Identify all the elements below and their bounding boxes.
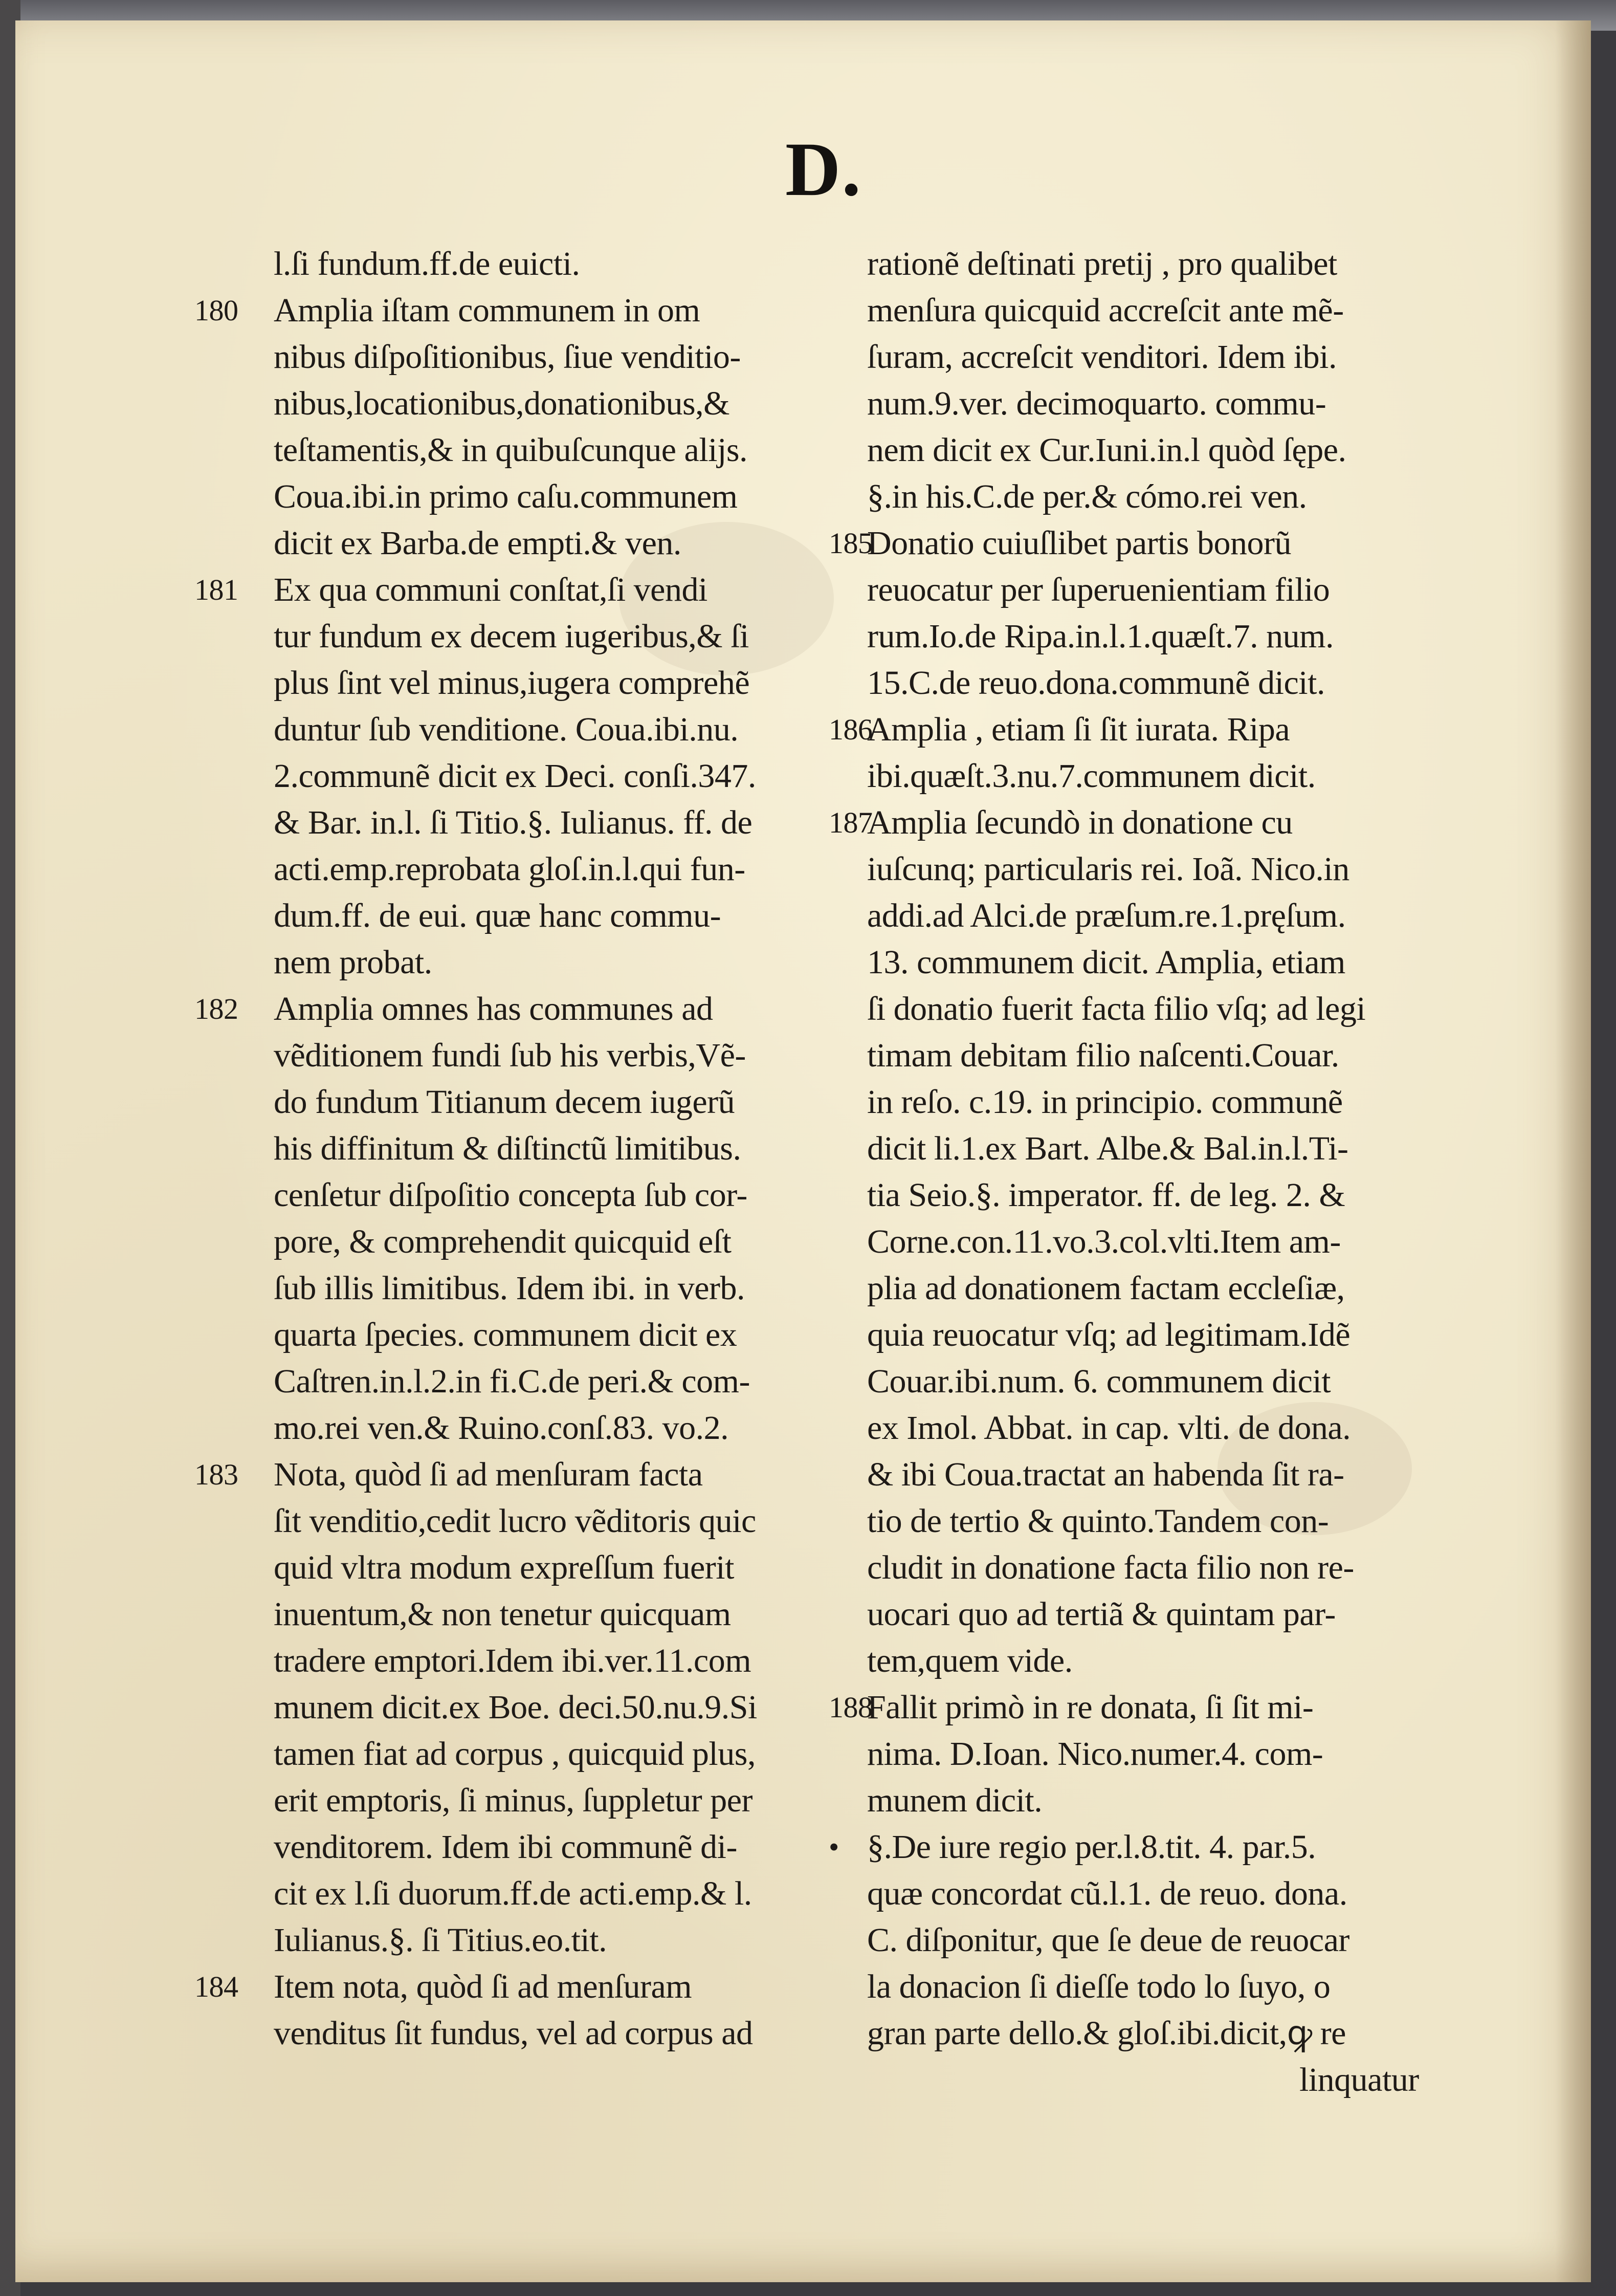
line-text: 2.communẽ dicit ex Deci. conſi.347.	[274, 757, 756, 795]
line-text: Amplia , etiam ſi ſit iurata. Ripa	[867, 711, 1290, 748]
text-line	[194, 706, 834, 753]
text-line	[849, 892, 1443, 939]
line-text: quid vltra modum expreſſum fuerit	[274, 1549, 734, 1586]
text-line	[194, 1451, 834, 1498]
line-text: Ex qua communi conſtat,ſi vendi	[274, 571, 707, 608]
line-text: 13. communem dicit. Amplia, etiam	[867, 944, 1345, 981]
text-line	[849, 1498, 1443, 1544]
line-text: munem dicit.ex Boe. deci.50.nu.9.Si	[274, 1689, 757, 1726]
line-text: in reſo. c.19. in principio. communẽ	[867, 1083, 1343, 1121]
text-line	[194, 1731, 834, 1777]
text-line	[194, 566, 834, 613]
line-text: ex Imol. Abbat. in cap. vlti. de dona.	[867, 1409, 1351, 1447]
text-line	[849, 1358, 1443, 1405]
text-line	[194, 660, 834, 706]
text-line	[849, 613, 1443, 660]
line-text: Item nota, quòd ſi ad menſuram	[274, 1968, 692, 2005]
line-text: nima. D.Ioan. Nico.numer.4. com-	[867, 1735, 1323, 1773]
text-line	[849, 566, 1443, 613]
text-line	[194, 799, 834, 846]
line-text: erit emptoris, ſi minus, ſuppletur per	[274, 1782, 753, 1819]
line-text: linquatur	[1299, 2061, 1419, 2098]
line-text: nem dicit ex Cur.Iuni.in.l quòd ſępe.	[867, 431, 1346, 469]
line-text: ſit venditio,cedit lucro vẽditoris quic	[274, 1502, 756, 1540]
paragraph-number: 186	[829, 713, 873, 746]
line-text: dicit ex Barba.de empti.& ven.	[274, 524, 681, 562]
line-text: dum.ff. de eui. quæ hanc commu-	[274, 897, 721, 934]
text-line	[849, 2057, 1443, 2103]
line-text: tem,quem vide.	[867, 1642, 1073, 1679]
text-line	[194, 334, 834, 380]
line-text: vẽditionem fundi ſub his verbis,Vẽ-	[274, 1037, 746, 1074]
line-text: cenſetur diſpoſitio concepta ſub cor-	[274, 1176, 747, 1214]
text-line	[194, 846, 834, 892]
text-line	[194, 1917, 834, 1963]
line-text: do fundum Titianum decem iugerũ	[274, 1083, 735, 1121]
text-line	[194, 2010, 834, 2057]
line-text: 15.C.de reuo.dona.communẽ dicit.	[867, 664, 1325, 702]
line-text: Nota, quòd ſi ad menſuram facta	[274, 1456, 703, 1493]
line-text: & ibi Coua.tractat an habenda ſit ra-	[867, 1456, 1344, 1493]
text-line	[194, 1777, 834, 1824]
line-text: tradere emptori.Idem ibi.ver.11.com	[274, 1642, 751, 1679]
line-text: §.in his.C.de per.& cómo.rei ven.	[867, 478, 1307, 515]
text-line	[849, 1311, 1443, 1358]
text-line	[194, 473, 834, 520]
signature-letter: D.	[785, 127, 862, 212]
line-text: gran parte dello.& gloſ.ibi.dicit,ꝙ re	[867, 2015, 1346, 2052]
line-text: quæ concordat cũ.l.1. de reuo. dona.	[867, 1875, 1347, 1912]
line-text: l.ſi fundum.ff.de euicti.	[274, 245, 580, 282]
line-text: quarta ſpecies. communem dicit ex	[274, 1316, 737, 1353]
line-text: Corne.con.11.vo.3.col.vlti.Item am-	[867, 1223, 1341, 1260]
text-line	[849, 1544, 1443, 1591]
text-line	[829, 799, 1443, 846]
text-line	[849, 1917, 1443, 1963]
line-text: ſuram, accreſcit venditori. Idem ibi.	[867, 338, 1337, 376]
text-line	[849, 380, 1443, 427]
line-text: acti.emp.reprobata gloſ.in.l.qui fun-	[274, 850, 745, 888]
text-line	[849, 1125, 1443, 1172]
line-text: Fallit primò in re donata, ſi ſit mi-	[867, 1689, 1314, 1726]
text-line	[849, 1870, 1443, 1917]
text-line	[194, 1963, 834, 2010]
text-line	[194, 287, 834, 334]
text-line	[849, 1637, 1443, 1684]
line-text: nibus,locationibus,donationibus,&	[274, 385, 729, 422]
text-line	[194, 1218, 834, 1265]
paragraph-number: 181	[194, 573, 238, 606]
text-line	[849, 334, 1443, 380]
text-line	[194, 1870, 834, 1917]
text-line	[194, 1498, 834, 1544]
line-text: venditorem. Idem ibi communẽ di-	[274, 1828, 737, 1866]
paragraph-number: 185	[829, 527, 873, 560]
text-line	[849, 753, 1443, 799]
text-line	[849, 939, 1443, 986]
paragraph-number: 183	[194, 1458, 238, 1491]
line-text: dicit li.1.ex Bart. Albe.& Bal.in.l.Ti-	[867, 1130, 1348, 1167]
line-text: Amplia iſtam communem in om	[274, 292, 700, 329]
text-line	[849, 660, 1443, 706]
line-text: Donatio cuiuſlibet partis bonorũ	[867, 524, 1292, 562]
text-line	[194, 613, 834, 660]
line-text: plia ad donationem factam eccleſiæ,	[867, 1270, 1345, 1307]
line-text: rum.Io.de Ripa.in.l.1.quæſt.7. num.	[867, 618, 1334, 655]
line-text: his diffinitum & diſtinctũ limitibus.	[274, 1130, 741, 1167]
text-line	[194, 939, 834, 986]
text-line	[849, 846, 1443, 892]
text-line	[849, 1405, 1443, 1451]
line-text: tamen fiat ad corpus , quicquid plus,	[274, 1735, 756, 1773]
text-line	[194, 1637, 834, 1684]
line-text: & Bar. in.l. ſi Titio.§. Iulianus. ff. de	[274, 804, 752, 841]
paragraph-number: 184	[194, 1970, 238, 2003]
text-line	[849, 986, 1443, 1032]
line-text: venditus ſit fundus, vel ad corpus ad	[274, 2015, 753, 2052]
text-line	[194, 520, 834, 566]
line-text: Coua.ibi.in primo caſu.communem	[274, 478, 738, 515]
paragraph-number: 180	[194, 294, 238, 327]
line-text: C. diſponitur, que ſe deue de reuocar	[867, 1921, 1349, 1959]
line-text: duntur ſub venditione. Coua.ibi.nu.	[274, 711, 739, 748]
text-line	[194, 753, 834, 799]
text-line	[849, 1591, 1443, 1637]
line-text: ſub illis limitibus. Idem ibi. in verb.	[274, 1270, 745, 1307]
line-text: mo.rei ven.& Ruino.conſ.83. vo.2.	[274, 1409, 729, 1447]
text-line	[194, 1311, 834, 1358]
line-text: nibus diſpoſitionibus, ſiue venditio-	[274, 338, 741, 376]
text-line	[194, 380, 834, 427]
text-line	[829, 1824, 1443, 1870]
text-line	[849, 473, 1443, 520]
line-text: Iulianus.§. ſi Titius.eo.tit.	[274, 1921, 607, 1959]
line-text: uocari quo ad tertiã & quintam par-	[867, 1595, 1336, 1633]
text-line	[194, 1684, 834, 1731]
text-line	[849, 1777, 1443, 1824]
text-line	[849, 1172, 1443, 1218]
line-text: cludit in donatione facta filio non re-	[867, 1549, 1354, 1586]
line-text: nem probat.	[274, 944, 432, 981]
line-text: ſi donatio fuerit facta filio vſq; ad legi	[867, 990, 1366, 1027]
text-line	[194, 1172, 834, 1218]
line-text: §.De iure regio per.l.8.tit. 4. par.5.	[867, 1828, 1316, 1866]
text-line	[829, 706, 1443, 753]
line-text: la donacion ſi dieſſe todo lo ſuyo, o	[867, 1968, 1331, 2005]
line-text: inuentum,& non tenetur quicquam	[274, 1595, 731, 1633]
line-text: Couar.ibi.num. 6. communem dicit	[867, 1363, 1331, 1400]
text-line	[849, 1731, 1443, 1777]
line-text: Amplia omnes has communes ad	[274, 990, 713, 1027]
page-shadow	[1555, 20, 1591, 2282]
left-column	[194, 240, 834, 2057]
line-text: iuſcunq; particularis rei. Ioã. Nico.in	[867, 850, 1349, 888]
line-text: Caſtren.in.l.2.in fi.C.de peri.& com-	[274, 1363, 750, 1400]
text-line	[194, 1358, 834, 1405]
text-line	[849, 1451, 1443, 1498]
text-line	[829, 520, 1443, 566]
text-line	[849, 2010, 1443, 2057]
line-text: munem dicit.	[867, 1782, 1043, 1819]
text-line	[849, 1265, 1443, 1311]
text-line	[194, 1405, 834, 1451]
text-line	[194, 1125, 834, 1172]
text-line	[194, 240, 834, 287]
line-text: tur fundum ex decem iugeribus,& ſi	[274, 618, 749, 655]
text-line	[194, 427, 834, 473]
text-line	[829, 1684, 1443, 1731]
line-text: cit ex l.ſi duorum.ff.de acti.emp.& l.	[274, 1875, 752, 1912]
right-column	[829, 240, 1443, 2103]
text-line	[194, 1591, 834, 1637]
line-text: ibi.quæſt.3.nu.7.communem dicit.	[867, 757, 1316, 795]
text-line	[849, 1032, 1443, 1079]
paragraph-number: 187	[829, 806, 873, 839]
text-line	[194, 1265, 834, 1311]
text-line	[194, 1544, 834, 1591]
line-text: Amplia ſecundò in donatione cu	[867, 804, 1293, 841]
text-line	[849, 1963, 1443, 2010]
bullet-marker: •	[829, 1830, 839, 1864]
text-line	[194, 986, 834, 1032]
line-text: quia reuocatur vſq; ad legitimam.Idẽ	[867, 1316, 1351, 1353]
line-text: teſtamentis,& in quibuſcunque alijs.	[274, 431, 748, 469]
line-text: num.9.ver. decimoquarto. commu-	[867, 385, 1326, 422]
line-text: timam debitam filio naſcenti.Couar.	[867, 1037, 1339, 1074]
line-text: plus ſint vel minus,iugera comprehẽ	[274, 664, 750, 702]
paragraph-number: 188	[829, 1691, 873, 1724]
text-line	[849, 427, 1443, 473]
paragraph-number: 182	[194, 992, 238, 1025]
line-text: tio de tertio & quinto.Tandem con-	[867, 1502, 1329, 1540]
text-line	[849, 240, 1443, 287]
text-line	[194, 892, 834, 939]
line-text: tia Seio.§. imperator. ff. de leg. 2. &	[867, 1176, 1345, 1214]
line-text: reuocatur per ſuperuenientiam filio	[867, 571, 1330, 608]
line-text: pore, & comprehendit quicquid eſt	[274, 1223, 732, 1260]
text-line	[194, 1032, 834, 1079]
text-line	[849, 1218, 1443, 1265]
line-text: menſura quicquid accreſcit ante mẽ-	[867, 292, 1344, 329]
text-line	[849, 287, 1443, 334]
text-line	[194, 1079, 834, 1125]
line-text: addi.ad Alci.de præſum.re.1.pręſum.	[867, 897, 1346, 934]
line-text: rationẽ deſtinati pretij , pro qualibet	[867, 245, 1337, 282]
text-line	[194, 1824, 834, 1870]
text-line	[849, 1079, 1443, 1125]
